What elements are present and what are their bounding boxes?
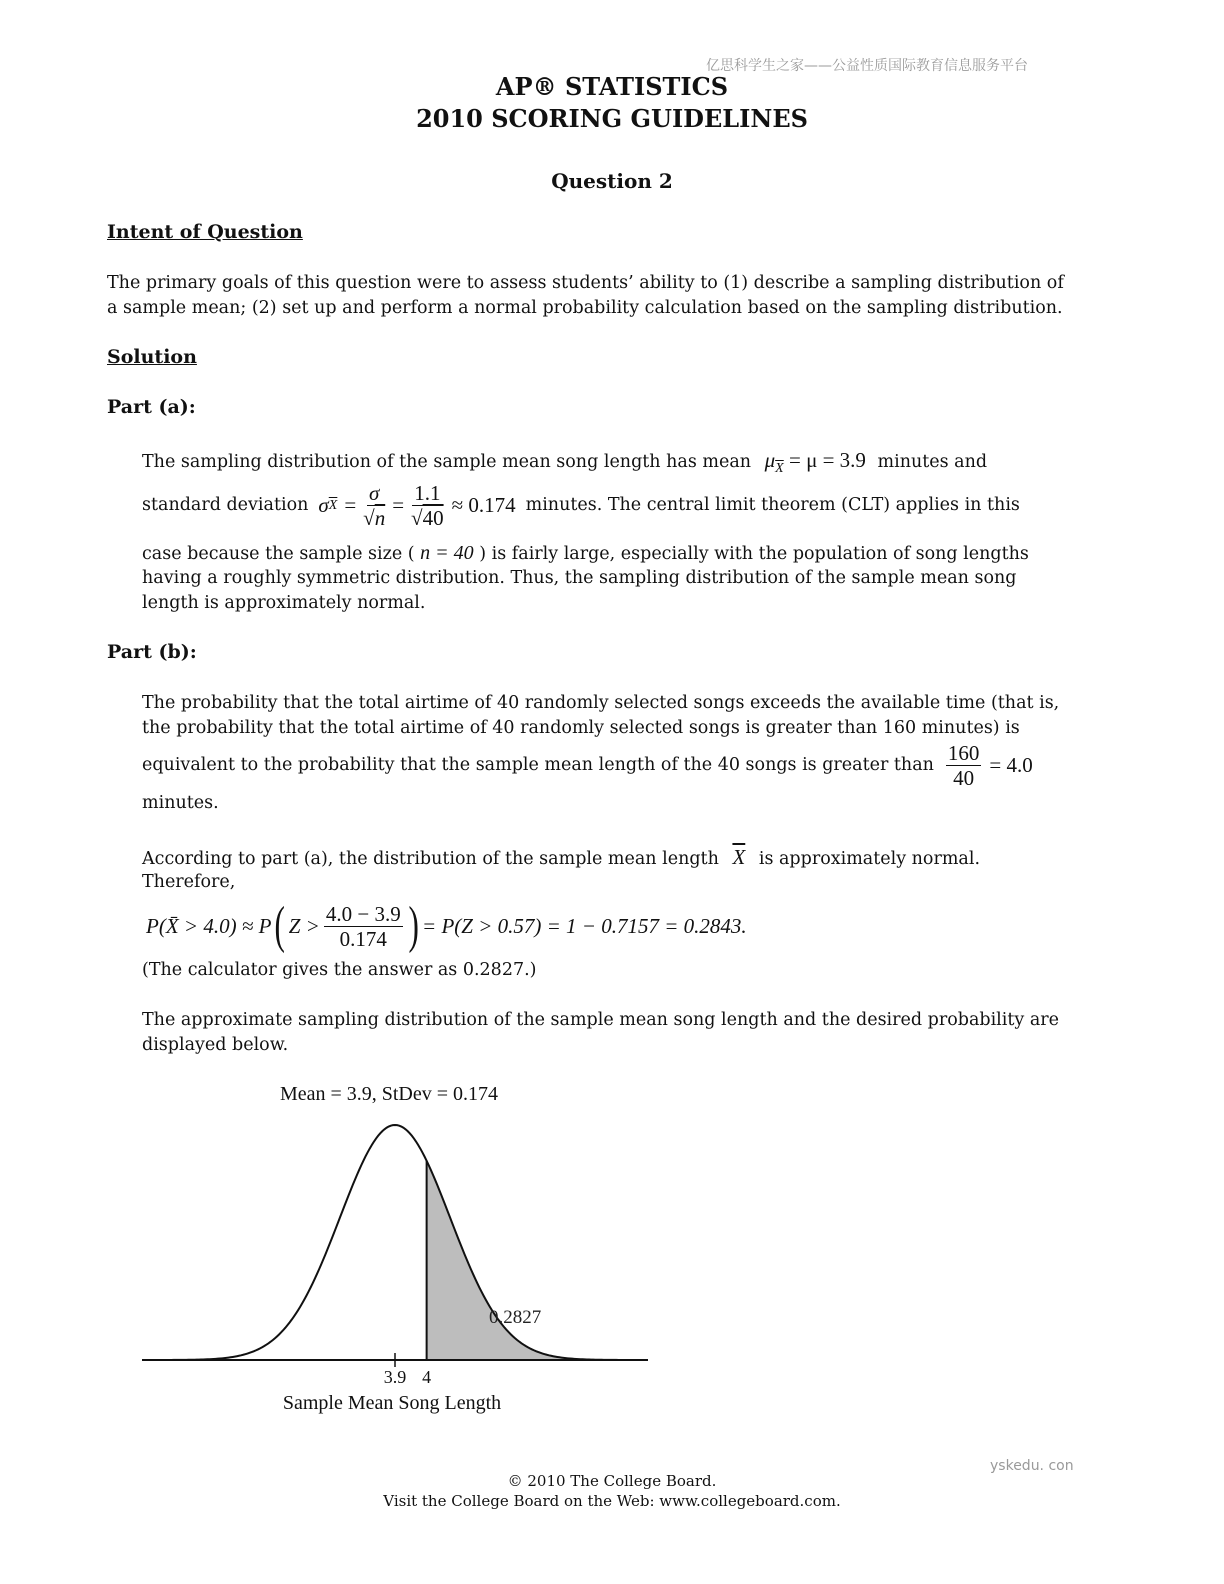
page-title-line1: AP® STATISTICS	[495, 72, 729, 101]
part-a-line-4: having a roughly symmetric distribution. Thus, the sampling distribution of the sample mean song	[142, 568, 1017, 588]
equation-z: Z >	[288, 913, 320, 938]
fraction-result: = 4.0	[989, 753, 1033, 777]
mean-expression: $\mu_{\overline{X}} = \mu = 3.9$	[764, 448, 866, 477]
value-fraction: $\frac{1.1}{√40}$	[411, 481, 444, 530]
equation-lhs: P(X̄ > 4.0) ≈ P	[146, 913, 272, 938]
intent-line-2: a sample mean; (2) set up and perform a normal probability calculation based on the sampling distribution.	[107, 298, 1063, 318]
normal-distribution-chart	[130, 1070, 670, 1420]
part-b-para-3-line-1: The approximate sampling distribution of the sample mean song length and the desired probability are	[142, 1010, 1060, 1030]
part-a-line-1	[142, 448, 987, 481]
part-a-line-3-start: case because the sample size (	[142, 544, 415, 564]
sigma-symbol: σ	[318, 493, 329, 517]
watermark-bottom: yskedu. con	[990, 1458, 1074, 1474]
page-title-line2: 2010 SCORING GUIDELINES	[416, 104, 808, 133]
sd-approx-value: ≈ 0.174	[451, 493, 516, 517]
part-b-line-3-text: equivalent to the probability that the sample mean length of the 40 songs is greater than	[142, 755, 934, 775]
mean-value: = μ = 3.9	[788, 448, 866, 472]
sd-expression: σ $\overline{X}$ = $\frac{\sigma}{√n}$ = $\frac{1.1}{√40}$ ≈ 0.174	[318, 481, 516, 530]
part-b-heading: Part (b):	[107, 641, 197, 663]
part-a-line-3-end: ) is fairly large, especially with the population of song lengths	[479, 544, 1029, 564]
sample-size-expression: n = 40	[420, 542, 474, 564]
para-2-line-1-end: is approximately normal.	[758, 849, 981, 869]
frac-num-value: 1.1	[414, 481, 441, 505]
calculator-note: (The calculator gives the answer as 0.2827.)	[142, 960, 537, 980]
intent-heading: Intent of Question	[107, 221, 303, 243]
tick-label-mean: 3.9	[383, 1367, 407, 1387]
part-b-line-4: minutes.	[142, 793, 219, 813]
tick-label-cutoff: 4	[422, 1367, 432, 1387]
part-a-line-1-end: minutes and	[877, 452, 988, 472]
part-a-heading: Part (a):	[107, 396, 196, 418]
part-a-line-1-text: The sampling distribution of the sample mean song length has mean	[142, 452, 752, 472]
solution-heading: Solution	[107, 346, 197, 368]
footer-copyright: © 2010 The College Board.	[507, 1472, 717, 1490]
density-curve	[142, 1125, 648, 1360]
x-axis-label: Sample Mean Song Length	[282, 1392, 502, 1414]
sigma-over-root-n: $\frac{\sigma}{√n}$	[363, 481, 386, 530]
question-title: Question 2	[551, 169, 673, 193]
frac-den-value: 40	[422, 506, 444, 530]
footer-website: Visit the College Board on the Web: www.collegeboard.com.	[383, 1492, 841, 1510]
frac-sigma: σ	[369, 481, 380, 505]
z-denominator: 0.174	[339, 926, 387, 951]
part-a-line-3	[142, 541, 1029, 567]
part-a-line-2-text: standard deviation	[142, 495, 309, 515]
part-a-line-2-end: minutes. The central limit theorem (CLT) applies in this	[525, 495, 1020, 515]
part-b-para-2-line-2: Therefore,	[142, 872, 236, 892]
frac-n: n	[374, 506, 386, 530]
part-b-para-2-line-1	[142, 845, 980, 872]
part-b-line-2: the probability that the total airtime of 40 randomly selected songs is greater than 160 minutes) is	[142, 718, 1020, 738]
fraction-denominator: 40	[953, 766, 975, 790]
para-2-line-1-start: According to part (a), the distribution of the sample mean length	[142, 849, 719, 869]
shaded-area-label: 0.2827	[489, 1307, 542, 1328]
total-time-fraction	[944, 741, 1033, 790]
part-a-line-5: length is approximately normal.	[142, 593, 426, 613]
intent-line-1: The primary goals of this question were to assess students’ ability to (1) describe a sampling distribution of	[107, 273, 1064, 293]
z-numerator: 4.0 − 3.9	[325, 901, 401, 926]
x-bar-symbol: $\overline{X}$	[732, 845, 746, 869]
part-b-para-3-line-2: displayed below.	[142, 1035, 289, 1055]
part-a-line-2	[142, 481, 1020, 530]
part-b-line-3	[142, 741, 1033, 790]
fraction-numerator: 160	[947, 741, 980, 765]
watermark-top: 亿思科学生之家——公益性质国际教育信息服务平台	[706, 58, 1028, 74]
probability-equation: P(X̄ > 4.0) ≈ P ( Z > $\frac{4.0 - 3.9}{0.174}$ ) = P(Z > 0.57) = 1 − 0.7157 = 0.2843.	[146, 897, 747, 954]
shaded-probability-area	[427, 1161, 648, 1360]
chart-title: Mean = 3.9, StDev = 0.174	[279, 1083, 499, 1105]
z-score-fraction	[324, 902, 403, 951]
equation-rhs: = P(Z > 0.57) = 1 − 0.7157 = 0.2843.	[422, 913, 747, 938]
part-b-line-1: The probability that the total airtime of 40 randomly selected songs exceeds the available time (that is,	[142, 693, 1060, 713]
